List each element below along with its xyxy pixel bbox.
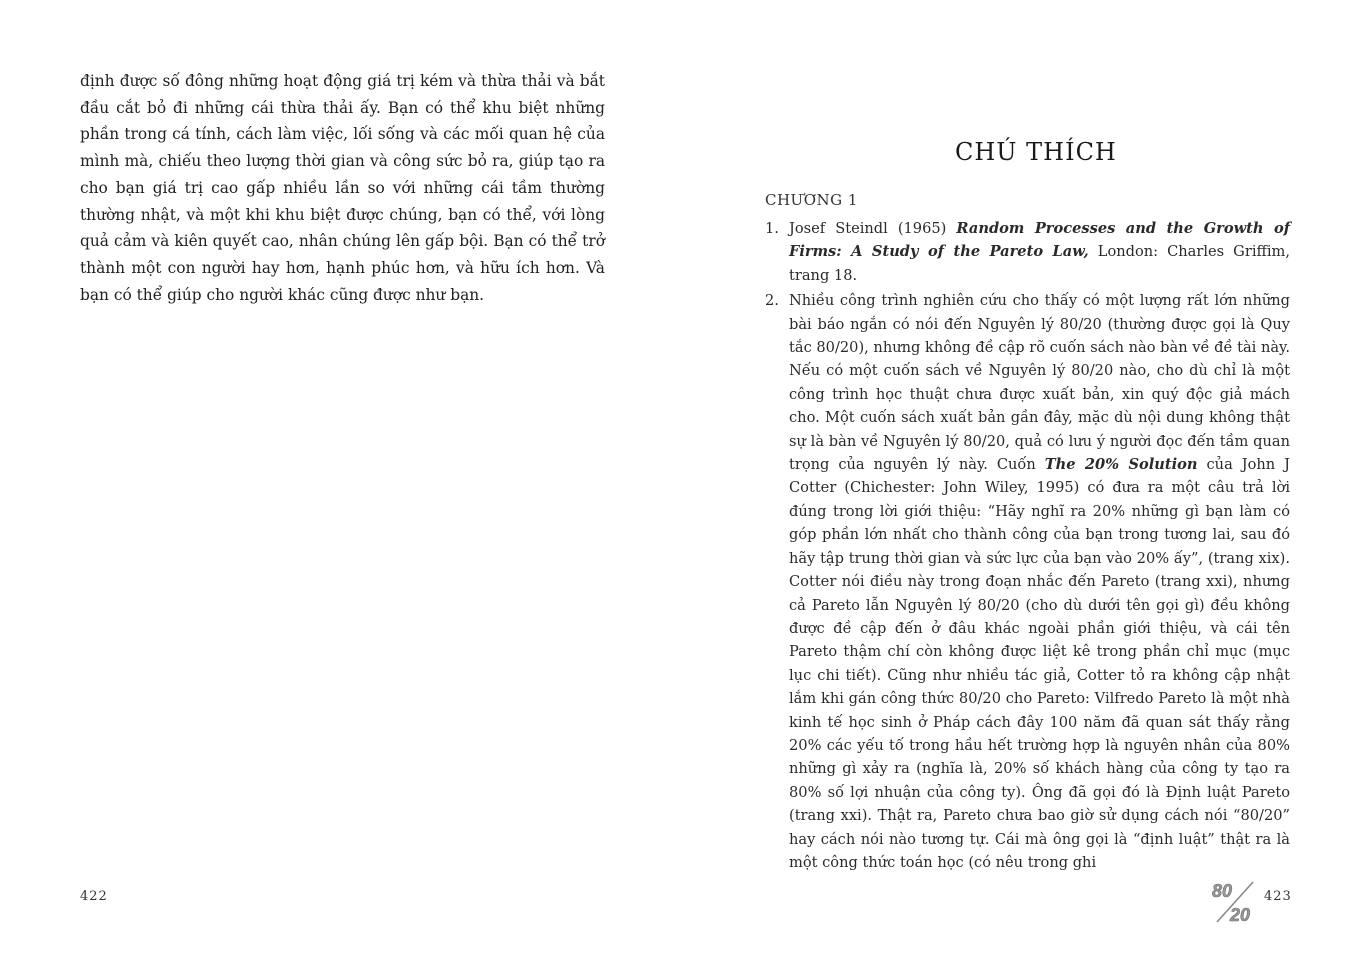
left-page-body <box>80 68 605 308</box>
note-text <box>789 289 1290 874</box>
note-book-title: The 20% Solution <box>1044 456 1198 474</box>
notes-list <box>765 217 1290 876</box>
note-item <box>765 217 1290 287</box>
notes-title: CHÚ THÍCH <box>955 138 1117 166</box>
note-text <box>789 217 1290 287</box>
note-number: 2. <box>765 292 779 310</box>
book-logo-icon <box>1209 879 1261 925</box>
page-number-left: 422 <box>80 889 108 904</box>
note-book-title: Random Processes and the Growth of Firms: A Study of the Pareto Law, <box>789 220 1290 261</box>
logo-bottom-number: 20 <box>1230 905 1251 925</box>
logo-top-number: 80 <box>1212 881 1233 901</box>
note-item <box>765 289 1290 874</box>
note-number: 1. <box>765 220 779 237</box>
note-text-part: Nhiều công trình nghiên cứu cho thấy có một lượng rất lớn những bài báo ngắn có nói đến Nguyên lý 80/20 (thường được gọi là Quy tắc 80/20), nhưng không đề cập rõ cuốn sách nào bàn về đề tài này. Nếu có một cuốn sách về Nguyên lý 80/20 nào, cho dù chỉ là một công trình học thuật chưa được xuất bản, xin quý độc giả mách cho. Một cuốn sách xuất bản gần đây, mặc dù nội dung không thật sự là bàn về Nguyên lý 80/20, quả có lưu ý người đọc đến tầm quan trọng của nguyên lý này. Cuốn <box>789 292 1290 474</box>
chapter-heading: CHƯƠNG 1 <box>765 191 858 209</box>
note-text-part: của John J Cotter (Chichester: John Wiley, 1995) có đưa ra một câu trả lời đúng trong lời giới thiệu: “Hãy nghĩ ra 20% những gì bạn làm có góp phần lớn nhất cho thành công của bạn trong tương lai, sau đó hãy tập trung thời gian và sức lực của bạn vào 20% ấy”, (trang xix). Cotter nói điều này trong đoạn nhắc đến Pareto (trang xxi), nhưng cả Pareto lẫn Nguyên lý 80/20 (cho dù dưới tên gọi gì) đều không được đề cập đến ở đâu khác ngoài phần giới thiệu, và cái tên Pareto thậm chí còn không được liệt kê trong phần chỉ mục (mục lục chi tiết). Cũng như nhiều tác giả, Cotter tỏ ra không cập nhật lắm khi gán công thức 80/20 cho Pareto: Vilfredo Pareto là một nhà kinh tế học sinh ở Pháp cách đây 100 năm đã quan sát thấy rằng 20% các yếu tố trong hầu hết trường hợp là nguyên nhân của 80% những gì xảy ra (nghĩa là, 20% số khách hàng của công ty tạo ra 80% số lợi nhuận của công ty). Ông đã gọi đó là Định luật Pareto (trang xxi). Thật ra, Pareto chưa bao giờ sử dụng cách nói “80/20” hay cách nói nào tương tự. Cái mà ông gọi là “định luật” thật ra là một công thức toán học (có nêu trong ghi <box>789 456 1290 871</box>
note-text-part: Josef Steindl (1965) <box>789 220 957 237</box>
page-number-right: 423 <box>1264 889 1292 904</box>
closing-paragraph: định được số đông những hoạt động giá trị kém và thừa thải và bắt đầu cắt bỏ đi những cái thừa thải ấy. Bạn có thể khu biệt những phần trong cá tính, cách làm việc, lối sống và các mối quan hệ của mình mà, chiếu theo lượng thời gian và công sức bỏ ra, giúp tạo ra cho bạn giá trị cao gấp nhiều lần so với những cái tầm thường thường nhật, và một khi khu biệt được chúng, bạn có thể, với lòng quả cảm và kiên quyết cao, nhân chúng lên gấp bội. Bạn có thể trở thành một con người hay hơn, hạnh phúc hơn, và hữu ích hơn. Và bạn có thể giúp cho người khác cũng được như bạn. <box>80 72 605 304</box>
right-page <box>685 0 1370 969</box>
note-text-part: London: Charles Griffim, trang 18. <box>789 243 1290 284</box>
